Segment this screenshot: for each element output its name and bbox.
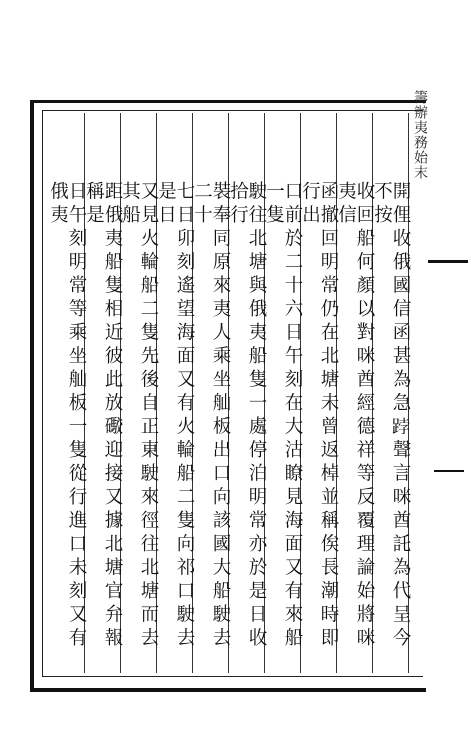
text-column-7 [155,113,195,673]
column-text: 函撤回明常仍在北塘未曾返棹並稱俟長潮時即行出 [299,181,339,651]
column-text: 駛往北塘與俄夷船隻一處停泊明常亦於是日收拾行 [227,181,267,651]
text-column-10 [47,113,87,673]
text-column-2 [335,113,375,673]
spine-mark [434,470,464,472]
column-text: 開俚收俄國信函甚為急𨁝聲言咪酋託為代呈今不按 [371,181,411,651]
column-text: 收回船何顏以對咪酋經德祥等反覆理論始將咪夷信 [335,181,375,651]
column-text: 口前於二十六日午刻在大沽瞭見海面又有來船一隻 [263,181,303,651]
column-text: 七日卯刻遙望海面又有火輪船二隻向祁口駛去是日 [155,181,195,651]
text-column-1 [371,113,411,673]
text-column-4 [263,113,303,673]
text-column-8 [119,113,159,673]
text-column-6 [191,113,231,673]
spine-title: 籌辦夷務始末 [412,90,428,180]
column-text: 距俄夷船隻相近彼此放礮迎接又據北塘官弁報稱是 [83,181,123,651]
column-text: 日午刻明常等乘坐舢板一隻從行進口未刻又有俄夷 [47,181,87,651]
text-column-9 [83,113,123,673]
column-text: 又見火輪船二隻先後自正東駛來徑往北塘而去其船 [119,181,159,651]
spine-mark [428,260,468,263]
text-column-3 [299,113,339,673]
column-text: 裝奉同原來夷人乘坐舢板出口向該國大船駛去二十 [191,181,231,651]
text-column-5 [227,113,267,673]
